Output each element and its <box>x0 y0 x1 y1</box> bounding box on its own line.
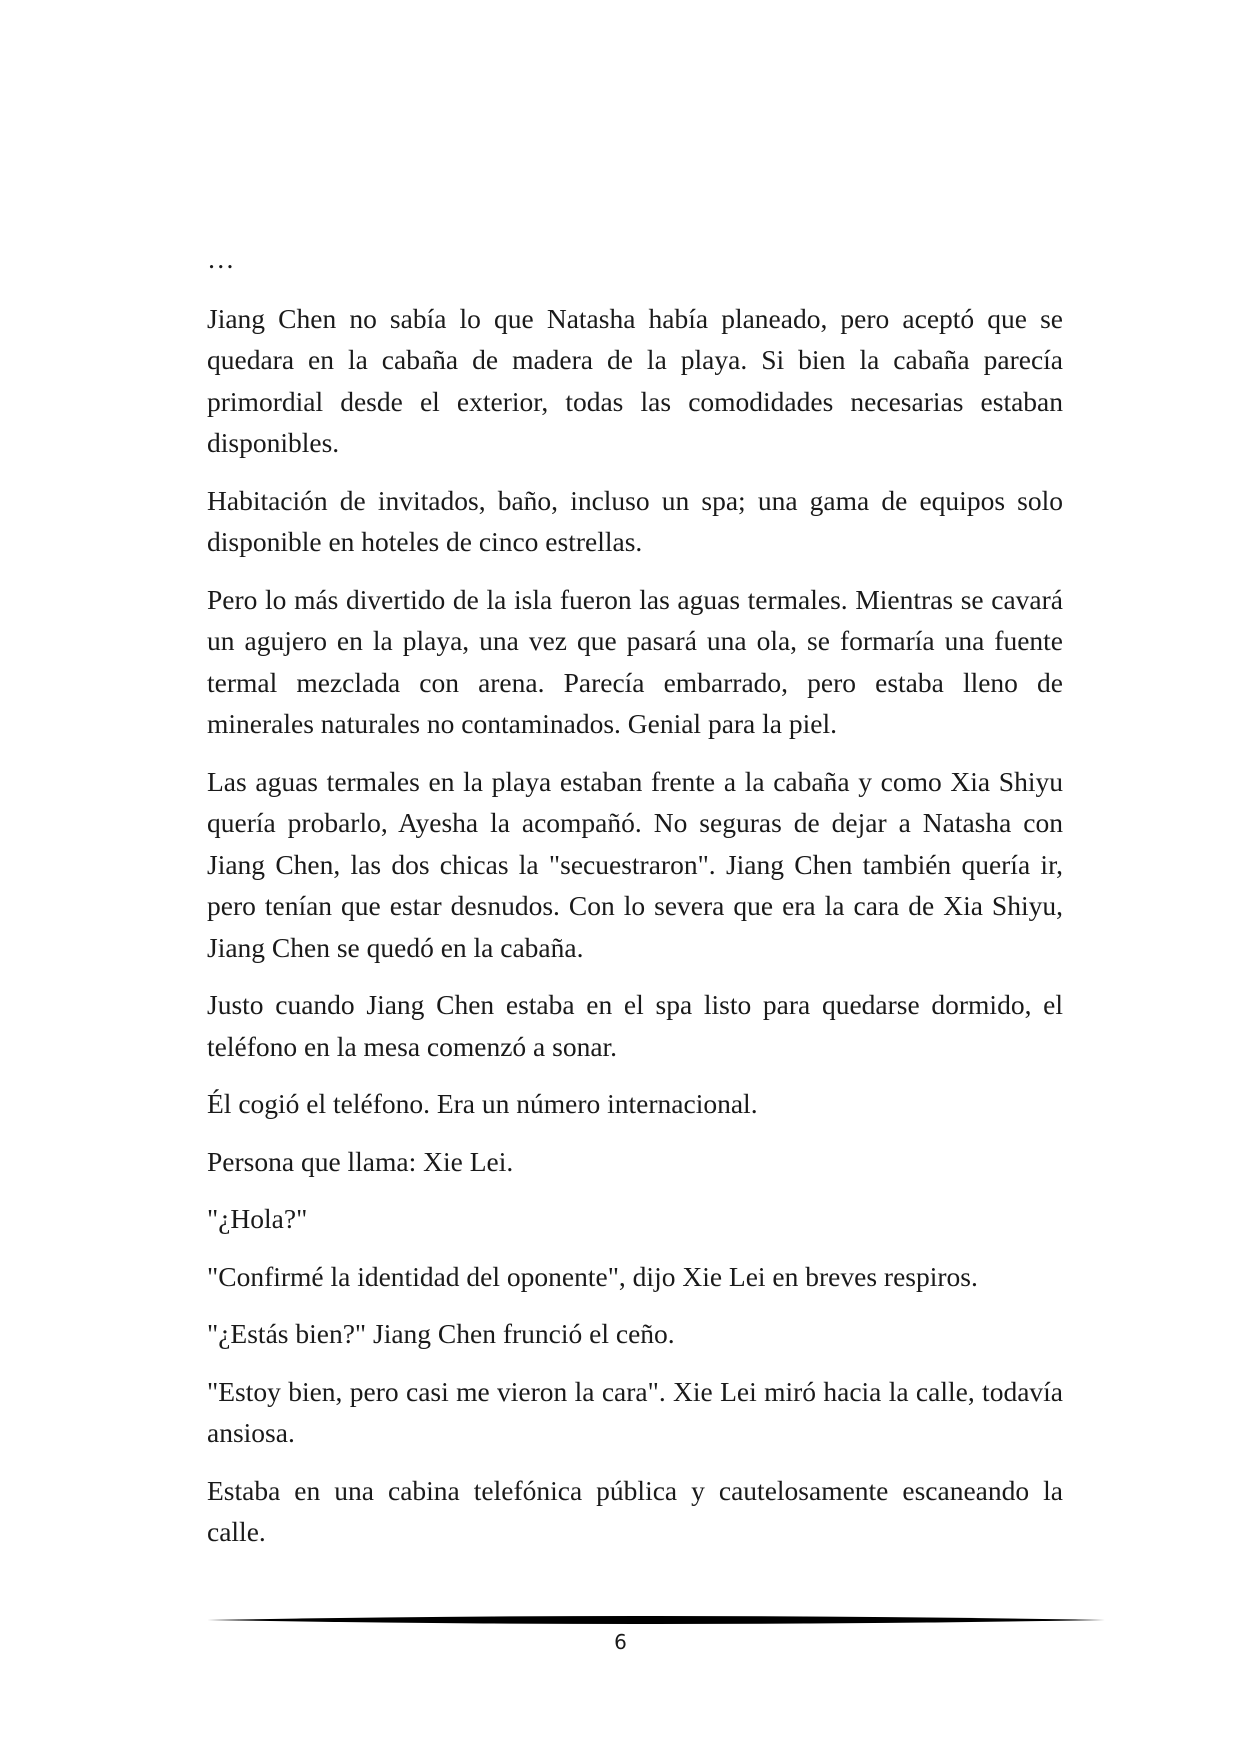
page-number: 6 <box>614 1630 627 1654</box>
paragraph: Estaba en una cabina telefónica pública y cautelosamente escaneando la calle. <box>207 1474 1063 1547</box>
paragraph: Pero lo más divertido de la isla fueron las aguas termales. Mientras se cavará un agujero en la playa, una vez que pasará una ola, se formaría una fuente termal mezclada con arena. Parecía embarrado, pero estaba lleno de minerales naturales no contaminados. Genial para la piel. <box>207 583 1063 739</box>
body-text <box>207 238 1063 1569</box>
paragraph: "¿Estás bien?" Jiang Chen frunció el ceño. <box>207 1318 675 1349</box>
footer-rule <box>207 1614 1105 1626</box>
paragraph: "¿Hola?" <box>207 1203 308 1234</box>
paragraph: Las aguas termales en la playa estaban frente a la cabaña y como Xia Shiyu quería probarlo, Ayesha la acompañó. No seguras de dejar a Natasha con Jiang Chen, las dos chicas la "secuestraron". Jiang Chen también quería ir, pero tenían que estar desnudos. Con lo severa que era la cara de Xia Shiyu, Jiang Chen se quedó en la cabaña. <box>207 765 1063 963</box>
paragraph: "Estoy bien, pero casi me vieron la cara". Xie Lei miró hacia la calle, todavía ansiosa. <box>207 1375 1063 1448</box>
paragraph: Habitación de invitados, baño, incluso un spa; una gama de equipos solo disponible en hoteles de cinco estrellas. <box>207 484 1063 557</box>
paragraph: Persona que llama: Xie Lei. <box>207 1145 514 1177</box>
paragraph-ellipsis: … <box>207 243 235 274</box>
paragraph: Él cogió el teléfono. Era un número internacional. <box>207 1088 758 1119</box>
paragraph: "Confirmé la identidad del oponente", dijo Xie Lei en breves respiros. <box>207 1260 978 1292</box>
paragraph: Justo cuando Jiang Chen estaba en el spa listo para quedarse dormido, el teléfono en la mesa comenzó a sonar. <box>207 989 1063 1062</box>
paragraph: Jiang Chen no sabía lo que Natasha había planeado, pero aceptó que se quedara en la cabaña de madera de la playa. Si bien la cabaña parecía primordial desde el exterior, todas las comodidades necesarias estaban disponibles. <box>207 302 1063 458</box>
